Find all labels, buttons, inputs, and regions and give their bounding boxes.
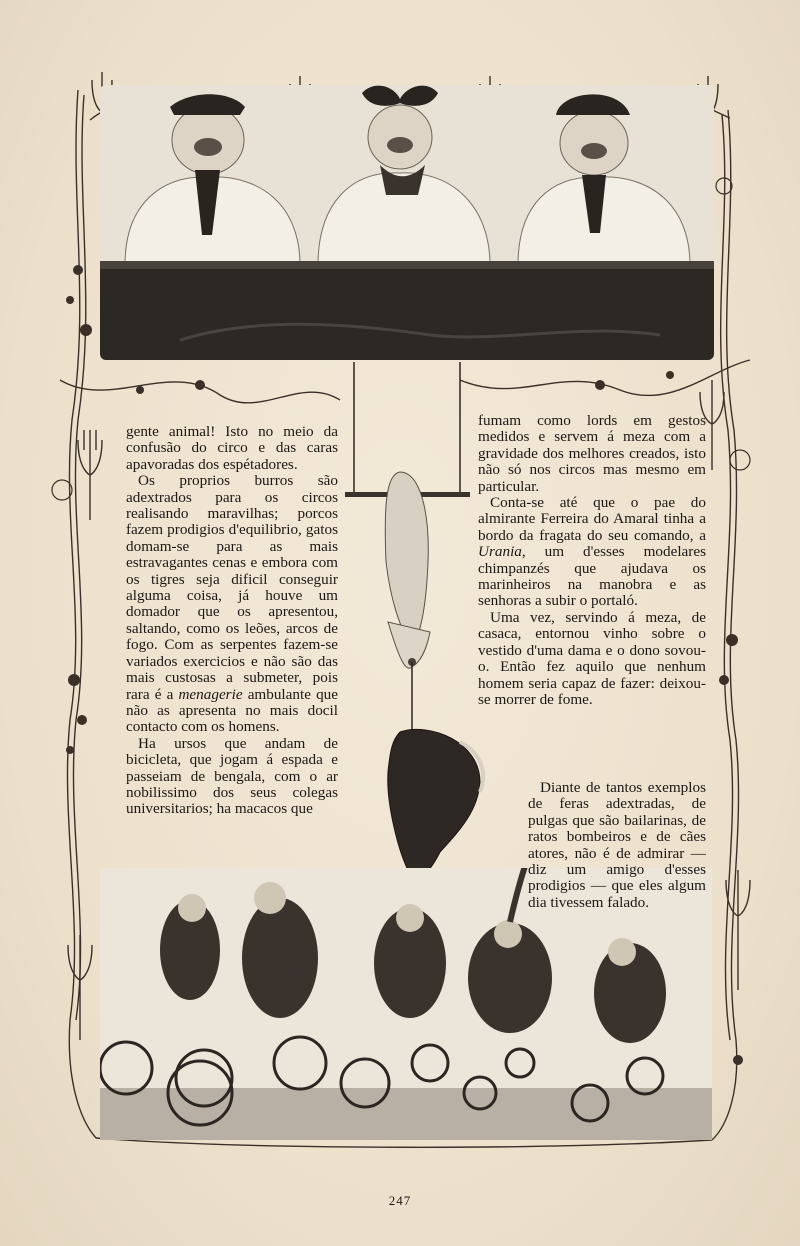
top-photo-dogs (100, 85, 714, 360)
paragraph: gente animal! Isto no meio da confusão do circo e das caras apavoradas dos espétadores. (126, 423, 338, 473)
paragraph: Diante de tantos exemplos de feras adextradas, de pulgas que são bailarinas, de ratos bombeiros e de cães atores, não é de admirar — diz um amigo d'esses prodigios — que eles algum dia tivessem falado. (528, 779, 706, 911)
dogs-illustration (100, 85, 714, 360)
paragraph (126, 473, 338, 736)
text-span: , um d'esses modelares chimpanzés que ajudava os marinheiros na manobra e as senhoras a subir o portaló. (478, 543, 706, 610)
text-column-left (126, 424, 338, 818)
middle-photo-trapeze-dogs (340, 362, 490, 902)
page-number: 247 (388, 1193, 412, 1208)
paragraph (478, 495, 706, 610)
italic-word: Urania (478, 543, 522, 561)
paragraph: fumam como lords em gestos medidos e servem á meza com a gravidade dos melhores creados, isto não só nos circos mas mesmo em particular. (478, 412, 706, 495)
text-column-right (478, 413, 706, 708)
text-span: Conta-se até que o pae do almirante Ferreira do Amaral tinha a bordo da fragata do seu comando, a (478, 494, 706, 544)
paragraph: Uma vez, servindo á meza, de casaca, entornou vinho sobre o vestido d'uma dama e o dono sovou-o. Então fez aquilo que nenhum homem seria capaz de fazer: deixou-se morrer de fome. (478, 608, 706, 708)
italic-word: menagerie (178, 685, 243, 703)
trapeze-illustration (340, 362, 490, 902)
text-span: Os proprios burros são adextrados para os circos realisando maravilhas; porcos fazem prodigios d'equilibrio, gatos domam-se para as mais estravagantes cenas e embora com os tigres seja dificil conseguir alguma coisa, já houve um domador que os apresentou, saltando, como os leões, arcos de fogo. Com as serpentes fazem-se variados exercicios e não são das mais custosas a submeter, pois rara é a (126, 472, 338, 703)
text-column-right-lower (528, 780, 706, 911)
paragraph: Ha ursos que andam de bicicleta, que jogam á espada e passeiam de bengala, com o ar nobilissimo dos seus colegas universitarios; ha macacos que (126, 734, 338, 818)
text-span: ambulante que não as apresenta no mais docil contacto com os homens. (126, 685, 338, 736)
